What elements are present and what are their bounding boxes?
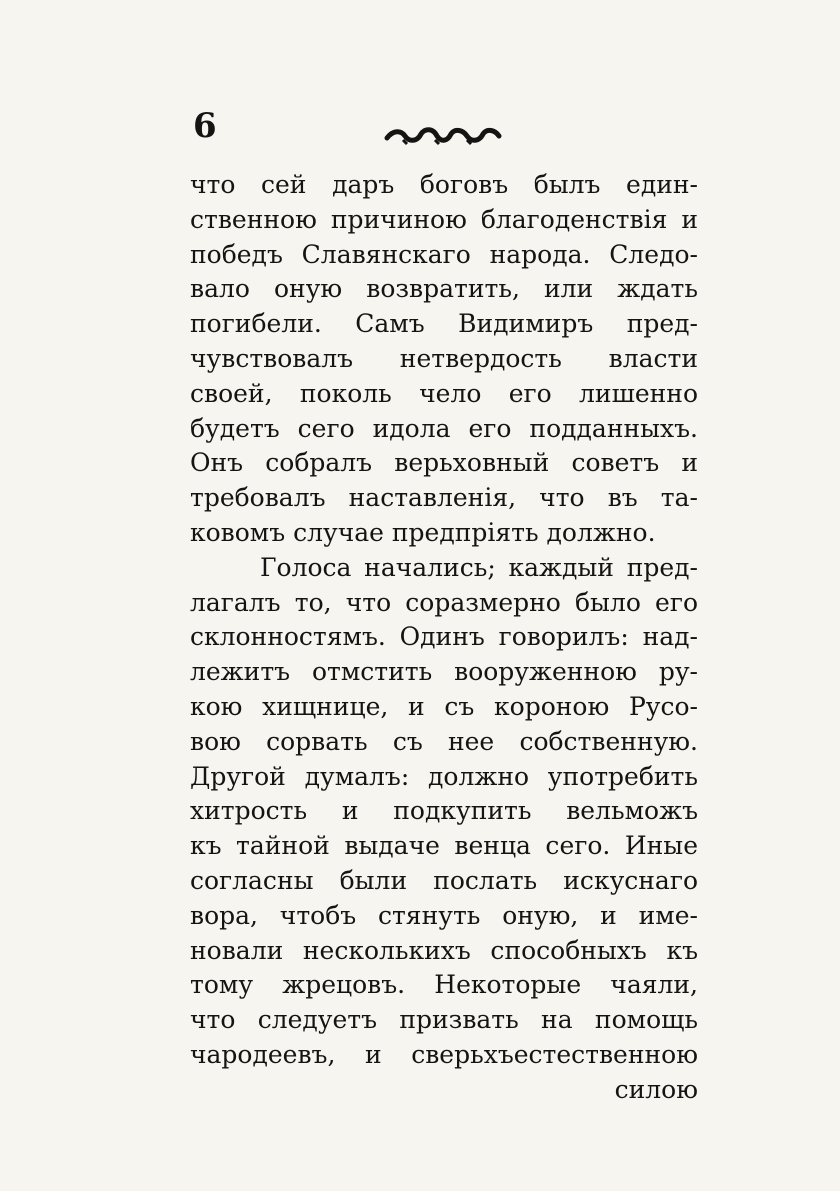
text-line: что следуетъ призвать на помощь: [190, 1005, 698, 1035]
text-line: тому жрецовъ. Некоторые чаяли,: [190, 970, 698, 1000]
text-line: будетъ сего идола его подданныхъ.: [190, 413, 698, 443]
printer-ornament-icon: [383, 122, 503, 148]
text-line: ственною причиною благоденствiя и: [190, 204, 698, 234]
text-line: лагалъ то, что соразмерно было его: [190, 587, 698, 617]
text-line: чувствовалъ нетвердость власти: [190, 343, 698, 373]
text-line: что сей даръ боговъ былъ един-: [190, 170, 698, 199]
text-line: хитрость и подкупить вельможъ: [190, 796, 698, 826]
text-line: вою сорвать съ нее собственную.: [190, 726, 698, 756]
text-line: ковомъ случае предпрiять должно.: [190, 517, 656, 547]
text-line: Другой думалъ: должно употребить: [190, 761, 698, 791]
text-line: новали несколькихъ способныхъ къ: [190, 935, 698, 965]
text-line: лежитъ отмстить вооруженною ру-: [190, 657, 698, 687]
text-line: вора, чтобъ стянуть оную, и име-: [190, 900, 698, 930]
text-line: кою хищнице, и съ короною Русо-: [190, 691, 698, 721]
text-line: требовалъ наставленiя, что въ та-: [190, 483, 698, 513]
text-line: Голоса начались; каждый пред-: [260, 552, 698, 582]
text-line: победъ Славянскаго народа. Следо-: [190, 239, 698, 269]
text-line: склонностямъ. Одинъ говорилъ: над-: [190, 622, 698, 652]
text-line: къ тайной выдаче венца сего. Иные: [190, 831, 698, 861]
text-line: Онъ собралъ верьховный советъ и: [190, 448, 698, 478]
text-line: чародеевъ, и сверьхъестественною: [190, 1039, 698, 1069]
text-line: погибели. Самъ Видимиръ пред-: [190, 309, 698, 339]
text-line: своей, поколь чело его лишенно: [190, 378, 698, 408]
text-line: согласны были послать искуснаго: [190, 865, 698, 895]
page-number: 6: [193, 106, 217, 146]
text-block: [190, 168, 698, 1108]
text-line: вало оную возвратить, или ждать: [190, 274, 698, 304]
catchword: силою: [614, 1074, 698, 1104]
